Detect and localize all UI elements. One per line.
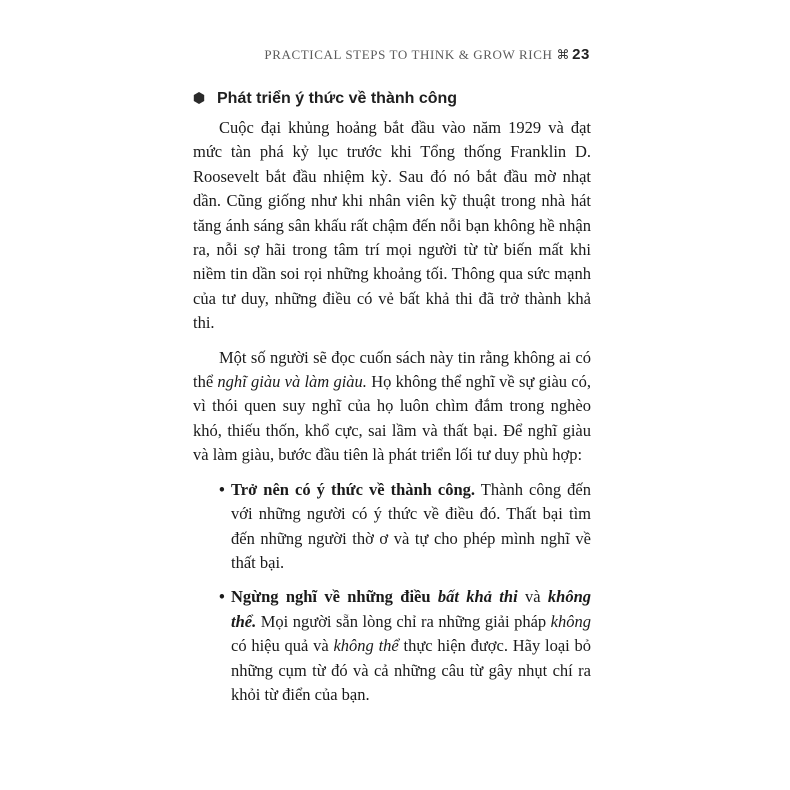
section-heading-text: Phát triển ý thức về thành công [217, 90, 458, 107]
list-item: • Ngừng nghĩ về những điều bất khả thi và không thể. Mọi người sẵn lòng chỉ ra những giải pháp không có hiệu quả và không thể thực hiện được. Hãy loại bỏ những cụm từ đó và cả những câu từ gây nhụt chí ra khỏi từ điển của bạn. [219, 587, 592, 704]
list-item: • Trở nên có ý thức về thành công. Thành công đến với những người có ý thức về điều đó. Thất bại tìm đến những người thờ ơ và tự cho phép mình nghĩ về thất bại. [219, 479, 591, 572]
body-text [193, 116, 591, 717]
bullet-list [193, 478, 591, 708]
bullet-2-lead: Ngừng nghĩ về những điều [231, 587, 438, 607]
command-symbol-icon: ⌘ [556, 48, 571, 63]
running-header [264, 46, 590, 63]
italic-phrase: nghĩ giàu và làm giàu. [217, 372, 367, 392]
bullet-1-lead: Trở nên có ý thức về thành công. [231, 479, 476, 499]
bullet-marker: • [219, 587, 225, 607]
section-heading [193, 90, 457, 108]
hexagon-bullet-icon [193, 92, 205, 104]
paragraph-1: Cuộc đại khủng hoảng bắt đầu vào năm 1929 và đạt mức tàn phá kỷ lục trước khi Tổng thống Franklin D. Roosevelt bắt đầu nhiệm kỳ. Sau đó nó bắt đầu mờ nhạt dần. Cũng giống như khi nhân viên kỹ thuật trong nhà hát tăng ánh sáng sân khấu rất chậm đến nỗi bạn không hề nhận ra, nỗi sợ hãi trong tâm trí mọi người từ từ biến mất khi niềm tin dần soi rọi những khoảng tối. Thông qua sức mạnh của tư duy, những điều có vẻ bất khả thi đã trở thành khả thi. [193, 118, 591, 333]
bullet-marker: • [219, 479, 225, 499]
page-number: 23 [572, 46, 590, 63]
running-title: PRACTICAL STEPS TO THINK & GROW RICH [264, 47, 553, 62]
paragraph-2: Một số người sẽ đọc cuốn sách này tin rằng không ai có thể nghĩ giàu và làm giàu. Họ không thể nghĩ về sự giàu có, vì thói quen suy nghĩ của họ luôn chìm đắm trong nghèo khó, thiếu thốn, khổ cực, sai lầm và thất bại. Để nghĩ giàu và làm giàu, bước đầu tiên là phát triển lối tư duy phù hợp: [193, 347, 591, 465]
